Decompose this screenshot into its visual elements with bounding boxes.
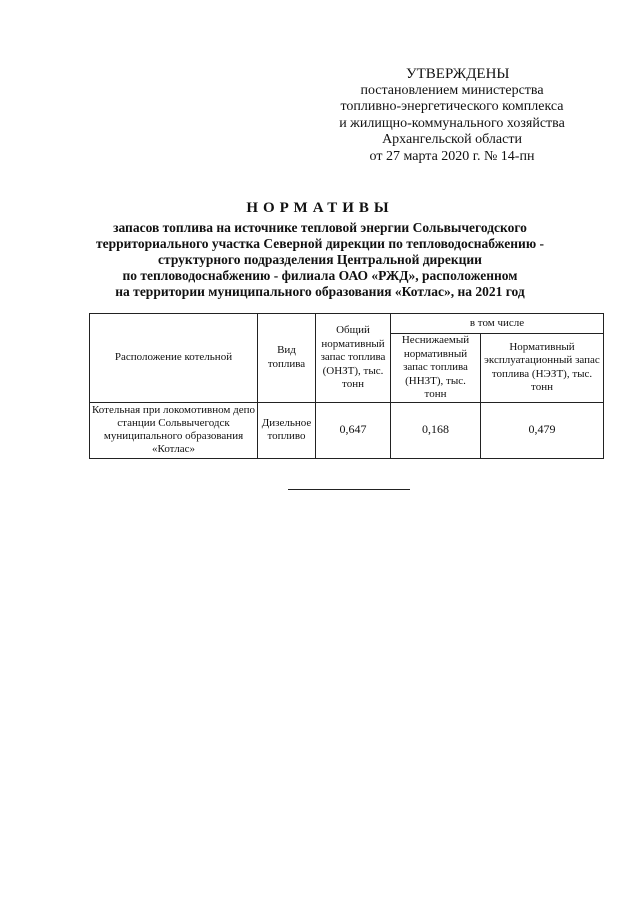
approval-line: Архангельской области [382, 132, 522, 147]
subtitle-line: по тепловодоснабжению - филиала ОАО «РЖД», расположенном [122, 268, 518, 283]
header-fuel: Вид топлива [258, 314, 316, 403]
table-row [90, 402, 604, 458]
approval-heading: УТВЕРЖДЕНЫ [406, 66, 510, 82]
approval-line: постановлением министерства [360, 82, 544, 98]
document-title-block [40, 200, 600, 300]
cell-total: 0,647 [316, 402, 391, 458]
cell-nezt: 0,479 [481, 402, 604, 458]
header-group: в том числе [391, 314, 604, 334]
subtitle-line: структурного подразделения Центральной дирекции [158, 252, 482, 267]
subtitle-line: территориального участка Северной дирекции по тепловодоснабжению - [95, 236, 545, 251]
subtitle-line: запасов топлива на источнике тепловой энергии Сольвычегодского [113, 220, 527, 235]
norms-table [89, 313, 604, 459]
cell-nnzt: 0,168 [391, 402, 481, 458]
approval-line: топливно-энергетического комплекса [340, 99, 564, 114]
cell-location: Котельная при локомотивном депо станции Сольвычегодск муниципального образования «Котлас» [90, 402, 258, 458]
header-location: Расположение котельной [90, 314, 258, 403]
header-nezt: Нормативный эксплуатационный запас топлива (НЭЗТ), тыс. тонн [481, 334, 604, 403]
end-divider [288, 489, 410, 490]
header-nnzt: Неснижаемый нормативный запас топлива (ННЗТ), тыс. тонн [391, 334, 481, 403]
approval-line: и жилищно-коммунального хозяйства [339, 115, 565, 131]
approval-block [302, 66, 602, 165]
subtitle-line: на территории муниципального образования «Котлас», на 2021 год [115, 284, 525, 299]
approval-line: от 27 марта 2020 г. № 14-пн [369, 148, 535, 164]
header-total: Общий нормативный запас топлива (ОНЗТ), тыс. тонн [316, 314, 391, 403]
cell-fuel: Дизельное топливо [258, 402, 316, 458]
document-title: НОРМАТИВЫ [246, 200, 394, 216]
